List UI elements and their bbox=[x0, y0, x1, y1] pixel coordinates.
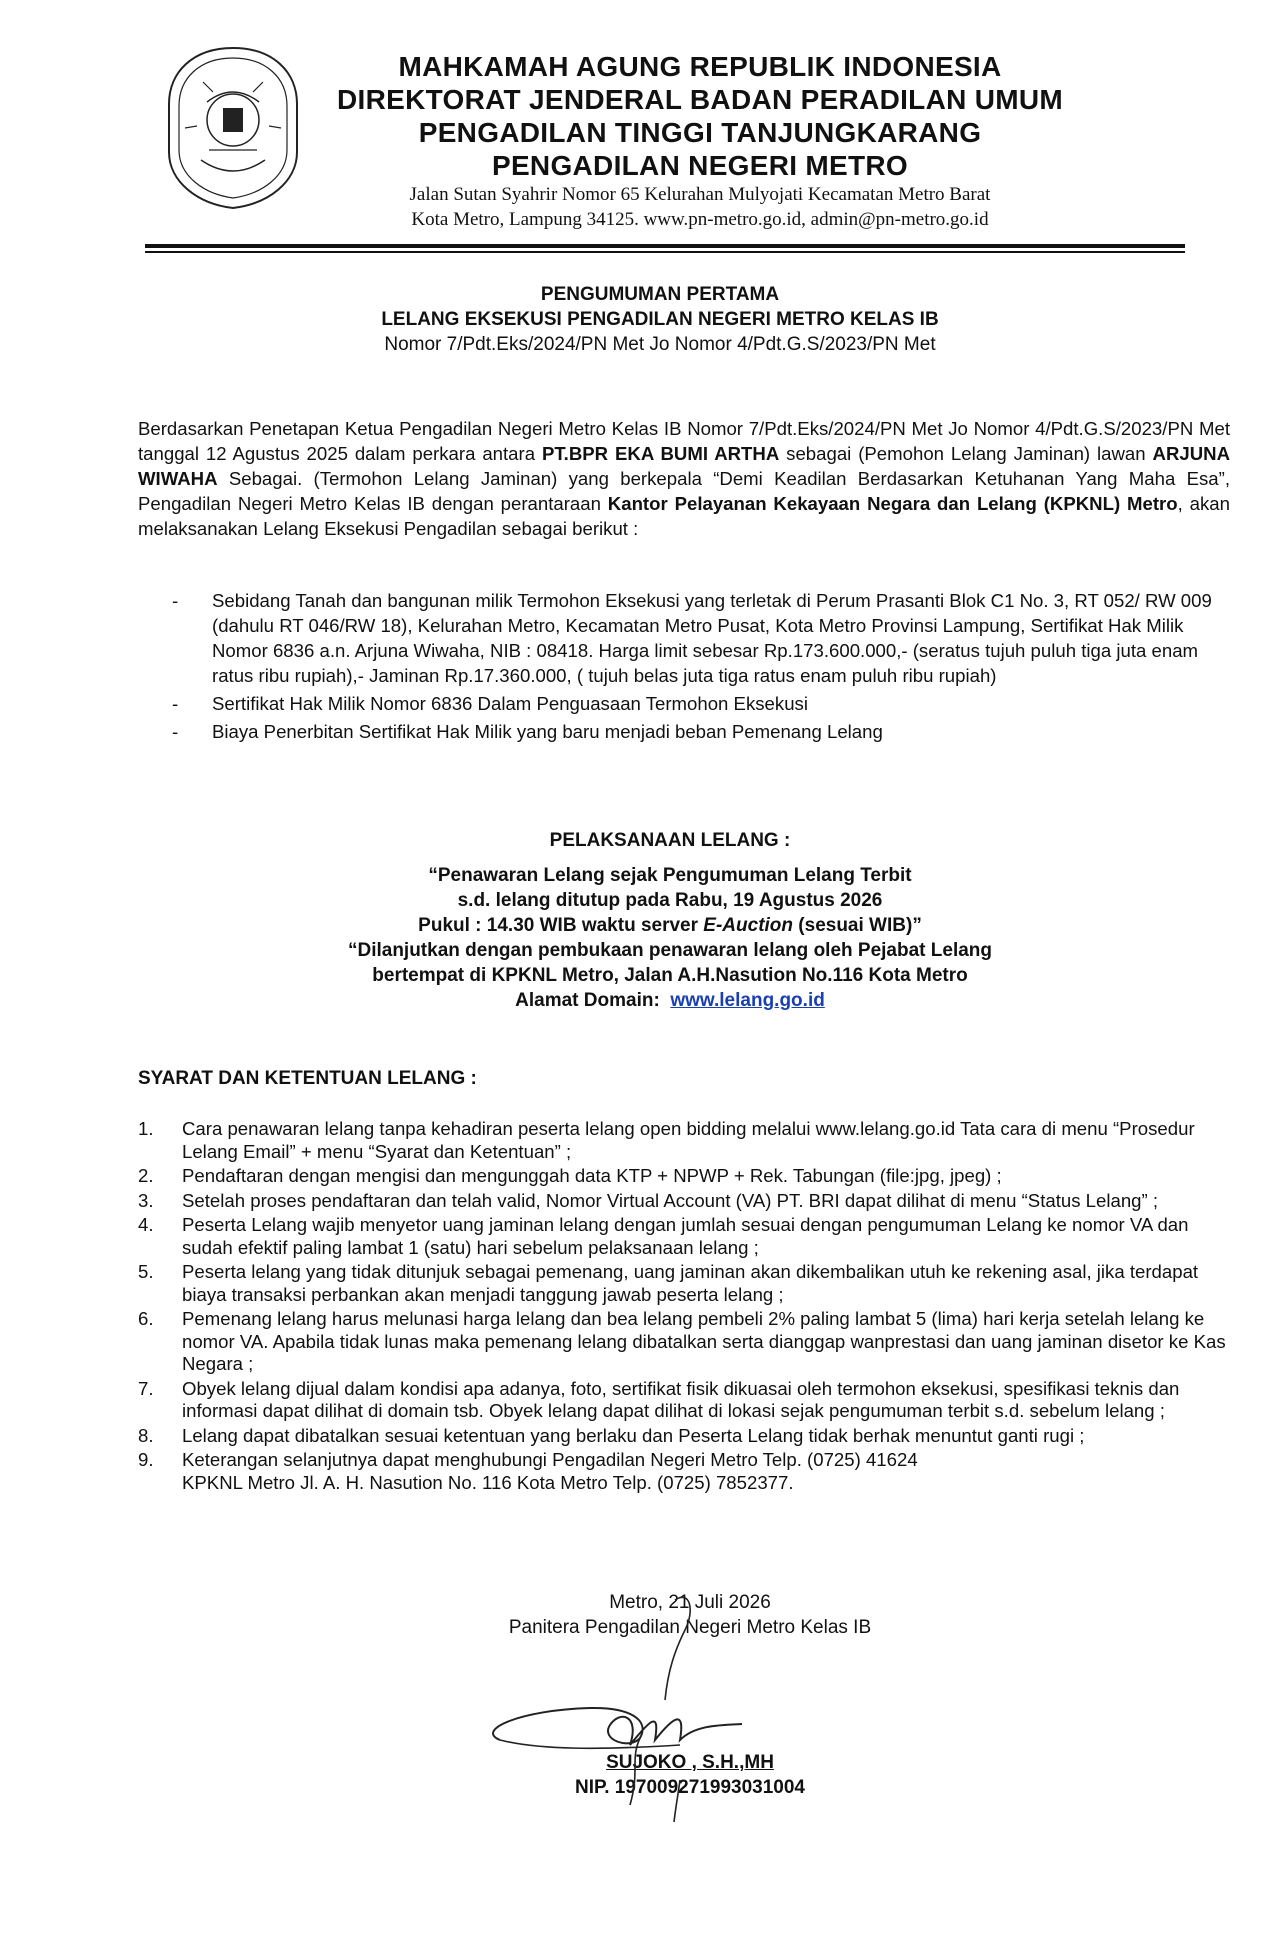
item-text: Peserta Lelang wajib menyetor uang jaminan lelang dengan jumlah sesuai dengan pengumuman Lelang ke nomor VA dan sudah efektif paling lambat 1 (satu) hari sebelum pelaksanaan lelang ; bbox=[182, 1214, 1189, 1258]
letterhead bbox=[320, 50, 1080, 232]
letterhead-line-3: PENGADILAN TINGGI TANJUNGKARANG bbox=[418, 117, 982, 148]
letterhead-divider-thin bbox=[145, 251, 1185, 253]
list-item bbox=[138, 1449, 1238, 1494]
intro-paragraph bbox=[138, 416, 1230, 541]
letterhead-address-2: Kota Metro, Lampung 34125. www.pn-metro.go.id, admin@pn-metro.go.id bbox=[411, 209, 989, 230]
announcement-number: Nomor 7/Pdt.Eks/2024/PN Met Jo Nomor 4/Pdt.G.S/2023/PN Met bbox=[384, 334, 936, 355]
applicant-name: PT.BPR EKA BUMI ARTHA bbox=[541, 443, 780, 464]
kpknl-name: Kantor Pelayanan Kekayaan Negara dan Lelang (KPKNL) Metro bbox=[607, 493, 1178, 514]
list-item bbox=[172, 691, 1232, 716]
announcement-title-2: LELANG EKSEKUSI PENGADILAN NEGERI METRO KELAS IB bbox=[381, 309, 939, 330]
item-text: Lelang dapat dibatalkan sesuai ketentuan yang berlaku dan Peserta Lelang tidak berhak menuntut ganti rugi ; bbox=[182, 1424, 1085, 1446]
item-text: Obyek lelang dijual dalam kondisi apa adanya, foto, sertifikat fisik dikuasai oleh termohon eksekusi, spesifikasi teknis dan informasi dapat dilihat di domain tsb. Obyek lelang dapat dilihat di lokasi sejak pengumuman terbit s.d. sebelum lelang ; bbox=[182, 1377, 1180, 1421]
auction-object-list bbox=[172, 588, 1232, 747]
list-item bbox=[138, 1118, 1238, 1163]
item-number: 8. bbox=[138, 1424, 154, 1446]
item-text: Peserta lelang yang tidak ditunjuk sebagai pemenang, uang jaminan akan dikembalikan utuh ke rekening asal, jika terdapat biaya transaksi perbankan akan menjadi tanggung jawab peserta lelang ; bbox=[182, 1261, 1199, 1305]
item-text: Setelah proses pendaftaran dan telah valid, Nomor Virtual Account (VA) PT. BRI dapat dilihat di menu “Status Lelang” ; bbox=[182, 1189, 1159, 1211]
list-item bbox=[138, 1214, 1238, 1259]
execution-time: Pukul : 14.30 WIB waktu server bbox=[418, 915, 704, 936]
letterhead-address-1: Jalan Sutan Syahrir Nomor 65 Kelurahan Mulyojati Kecamatan Metro Barat bbox=[409, 184, 991, 205]
place-date: Metro, 21 Juli 2026 bbox=[609, 1592, 771, 1613]
list-item-text: Sebidang Tanah dan bangunan milik Termohon Eksekusi yang terletak di Perum Prasanti Blok C1 No. 3, RT 052/ RW 009 (dahulu RT 046/RW 18), Kelurahan Metro, Kecamatan Metro Pusat, Kota Metro Provinsi Lampung, Sertifikat Hak Milik Nomor 6836 a.n. Arjuna Wiwaha, NIB : 08418. Harga limit sebesar Rp.173.600.000,- (seratus tujuh puluh tiga juta enam ratus ribu rupiah),- Jaminan Rp.17.360.000, ( tujuh belas juta tiga ratus enam puluh ribu rupiah) bbox=[212, 590, 1212, 686]
execution-line-3 bbox=[290, 913, 1050, 938]
list-item bbox=[138, 1425, 1238, 1448]
item-text: Pemenang lelang harus melunasi harga lelang dan bea lelang pembeli 2% paling lambat 5 (lima) hari kerja setelah lelang ke nomor VA. Apabila tidak lunas maka pemenang lelang dibatalkan serta dianggap wanprestasi dan uang jaminan disetor ke Kas Negara ; bbox=[182, 1308, 1226, 1374]
domain-link[interactable]: www.lelang.go.id bbox=[670, 990, 825, 1011]
list-item-text: Biaya Penerbitan Sertifikat Hak Milik yang baru menjadi beban Pemenang Lelang bbox=[212, 721, 883, 742]
bullet-dash: - bbox=[172, 721, 179, 742]
item-text: Pendaftaran dengan mengisi dan mengunggah data KTP + NPWP + Rek. Tabungan (file:jpg, jpeg) ; bbox=[182, 1165, 1002, 1186]
execution-heading: PELAKSANAAN LELANG : bbox=[549, 830, 791, 851]
intro-text-3: Sebagai. (Termohon Lelang Jaminan) yang berkepala “Demi Keadilan Berdasarkan Ketuhanan Yang Maha Esa”, Pengadilan Negeri Metro Kelas IB dengan perantaraan bbox=[138, 468, 1230, 514]
domain-label: Alamat Domain: bbox=[515, 990, 660, 1011]
list-item bbox=[172, 719, 1232, 744]
letterhead-line-1: MAHKAMAH AGUNG REPUBLIK INDONESIA bbox=[398, 51, 1002, 82]
list-item bbox=[138, 1190, 1238, 1213]
list-item bbox=[172, 588, 1232, 688]
letterhead-line-4: PENGADILAN NEGERI METRO bbox=[491, 150, 909, 181]
item-number: 5. bbox=[138, 1261, 154, 1282]
item-text: Keterangan selanjutnya dapat menghubungi Pengadilan Negeri Metro Telp. (0725) 41624 KPKNL Metro Jl. A. H. Nasution No. 116 Kota Metro Telp. (0725) 7852377. bbox=[182, 1449, 918, 1493]
item-number: 7. bbox=[138, 1377, 154, 1399]
respondent-name: ARJUNA WIWAHA bbox=[138, 443, 1230, 489]
execution-line-5: bertempat di KPKNL Metro, Jalan A.H.Nasution No.116 Kota Metro bbox=[372, 965, 968, 986]
intro-text-1: Berdasarkan Penetapan Ketua Pengadilan Negeri Metro Kelas IB Nomor 7/Pdt.Eks/2024/PN Met Jo Nomor 4/Pdt.G.S/2023/PN Met tanggal 12 Agustus 2025 dalam perkara antara bbox=[138, 418, 1230, 464]
list-item bbox=[138, 1308, 1238, 1376]
intro-text-4: , akan melaksanakan Lelang Eksekusi Pengadilan sebagai berikut : bbox=[138, 493, 1230, 539]
execution-time-note: (sesuai WIB)” bbox=[793, 915, 922, 936]
item-number: 3. bbox=[138, 1189, 154, 1211]
intro-text-2: sebagai (Pemohon Lelang Jaminan) lawan bbox=[779, 443, 1153, 464]
execution-line-1: “Penawaran Lelang sejak Pengumuman Lelang Terbit bbox=[428, 865, 912, 886]
item-number: 6. bbox=[138, 1308, 154, 1329]
terms-heading: SYARAT DAN KETENTUAN LELANG : bbox=[138, 1068, 477, 1089]
court-seal-logo bbox=[163, 42, 303, 212]
e-auction-label: E-Auction bbox=[703, 915, 794, 936]
list-item bbox=[138, 1378, 1238, 1423]
auction-execution-block bbox=[290, 828, 1050, 1013]
handwritten-signature bbox=[480, 1590, 860, 1830]
terms-list bbox=[138, 1118, 1238, 1496]
bullet-dash: - bbox=[172, 693, 179, 714]
list-item bbox=[138, 1165, 1238, 1188]
list-item bbox=[138, 1261, 1238, 1306]
item-number: 2. bbox=[138, 1165, 154, 1186]
item-number: 9. bbox=[138, 1449, 154, 1470]
signer-name: SUJOKO , S.H.,MH bbox=[606, 1752, 774, 1773]
letterhead-line-2: DIREKTORAT JENDERAL BADAN PERADILAN UMUM bbox=[336, 84, 1063, 115]
bullet-dash: - bbox=[172, 590, 179, 611]
letterhead-divider-thick bbox=[145, 244, 1185, 248]
domain-line bbox=[290, 988, 1050, 1013]
execution-line-4: “Dilanjutkan dengan pembukaan penawaran lelang oleh Pejabat Lelang bbox=[347, 940, 993, 961]
announcement-title-1: PENGUMUMAN PERTAMA bbox=[540, 284, 780, 305]
signer-position: Panitera Pengadilan Negeri Metro Kelas IB bbox=[508, 1617, 872, 1638]
list-item-text: Sertifikat Hak Milik Nomor 6836 Dalam Penguasaan Termohon Eksekusi bbox=[212, 693, 808, 714]
item-number: 1. bbox=[138, 1118, 154, 1139]
execution-line-2: s.d. lelang ditutup pada Rabu, 19 Agustus 2026 bbox=[457, 890, 883, 911]
announcement-title-block bbox=[140, 282, 1180, 357]
item-text: Cara penawaran lelang tanpa kehadiran peserta lelang open bidding melalui www.lelang.go.id Tata cara di menu “Prosedur Lelang Email” + menu “Syarat dan Ketentuan” ; bbox=[182, 1118, 1195, 1162]
signer-nip: NIP. 197009271993031004 bbox=[575, 1777, 805, 1798]
item-number: 4. bbox=[138, 1214, 154, 1235]
